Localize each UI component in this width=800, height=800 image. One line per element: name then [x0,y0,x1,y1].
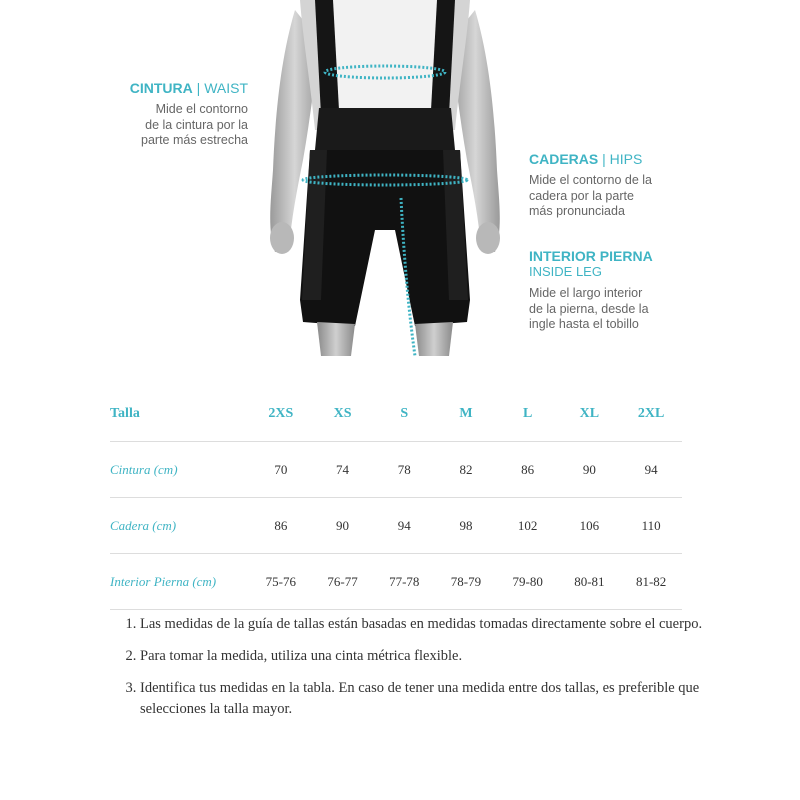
left-leg [317,322,355,356]
right-leg [415,322,453,356]
waist-title-es: CINTURA [129,80,193,96]
inside-leg-subtitle: INSIDE LEG [529,264,602,279]
size-header-label: Talla [110,386,250,442]
table-cell: 86 [497,442,559,498]
table-cell: 82 [435,442,497,498]
hips-title-es: CADERAS [529,151,599,167]
table-row [110,442,682,498]
inside-leg-desc-line: de la pierna, desde la [529,301,649,316]
row-label: Cadera (cm) [110,498,250,554]
hips-description [529,173,689,220]
table-cell: 94 [620,442,682,498]
waist-annotation [100,80,248,149]
hips-annotation [529,151,689,220]
table-cell: 75-76 [250,554,312,610]
waist-title-en: WAIST [204,80,248,96]
waist-desc-line: de la cintura por la [145,117,248,132]
table-cell: 78 [373,442,435,498]
table-cell: 94 [373,498,435,554]
table-cell: 76-77 [312,554,374,610]
size-header-cell: 2XS [250,386,312,442]
hips-title: CADERAS | HIPS [529,151,643,167]
table-cell: 102 [497,498,559,554]
size-header-cell: 2XL [620,386,682,442]
waist-description [100,102,248,149]
hips-desc-line: más pronunciada [529,204,625,218]
notes-list [110,614,720,731]
base-layer [325,0,445,125]
bib-panel [315,108,455,150]
size-header-row [110,386,682,442]
size-header-cell: XS [312,386,374,442]
waist-desc-line: Mide el contorno [155,102,248,116]
inside-leg-annotation [529,248,689,333]
size-header-cell: XL [559,386,621,442]
hips-desc-line: Mide el contorno de la [529,173,652,187]
table-cell: 98 [435,498,497,554]
size-header-cell: M [435,386,497,442]
table-cell: 90 [559,442,621,498]
table-cell: 90 [312,498,374,554]
size-table [110,386,682,610]
note-item: 3. Identifica tus medidas en la tabla. En caso de tener una medida entre dos tallas, es preferible que selecciones la talla mayor. [140,678,720,720]
table-row [110,498,682,554]
inside-leg-desc-line: Mide el largo interior [529,286,643,300]
right-hand [476,222,500,254]
table-row [110,554,682,610]
table-cell: 80-81 [559,554,621,610]
table-cell: 78-79 [435,554,497,610]
inside-leg-description [529,286,689,333]
inside-leg-desc-line: ingle hasta el tobillo [529,317,639,331]
table-cell: 77-78 [373,554,435,610]
left-hand [270,222,294,254]
hips-desc-line: cadera por la parte [529,188,634,203]
waist-desc-line: parte más estrecha [141,133,248,147]
table-cell: 74 [312,442,374,498]
row-label: Cintura (cm) [110,442,250,498]
table-cell: 81-82 [620,554,682,610]
table-cell: 86 [250,498,312,554]
waist-title: CINTURA | WAIST [129,80,248,96]
note-item: 2. Para tomar la medida, utiliza una cinta métrica flexible. [140,646,720,667]
row-label: Interior Pierna (cm) [110,554,250,610]
table-cell: 110 [620,498,682,554]
model-illustration [255,0,515,356]
note-item: 1. Las medidas de la guía de tallas están basadas en medidas tomadas directamente sobre el cuerpo. [140,614,720,635]
model-figure [255,0,515,356]
table-cell: 70 [250,442,312,498]
inside-leg-title: INTERIOR PIERNA [529,248,653,264]
table-cell: 106 [559,498,621,554]
hips-title-en: HIPS [609,151,643,167]
size-header-cell: S [373,386,435,442]
size-header-cell: L [497,386,559,442]
table-cell: 79-80 [497,554,559,610]
